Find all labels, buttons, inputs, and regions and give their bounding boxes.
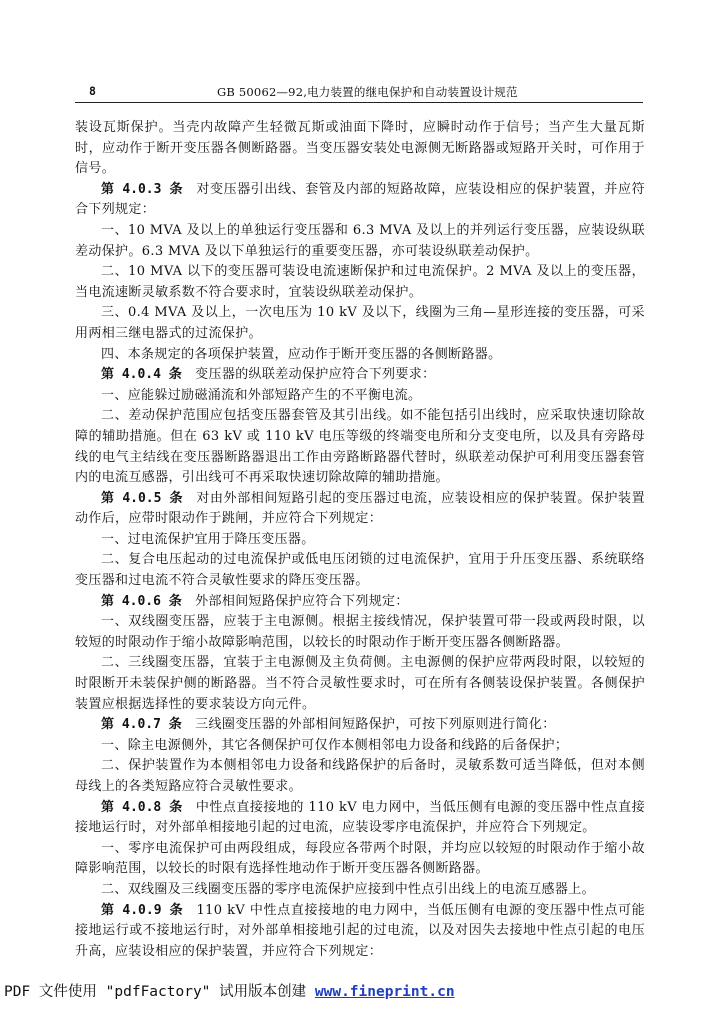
paragraph-text: 二、复合电压起动的过电流保护或低电压闭锁的过电流保护，宜用于升压变压器、系统联络变压器和过电流不符合灵敏性要求的降压变压器。	[75, 552, 645, 589]
article-paragraph	[75, 592, 645, 613]
paragraph-text: 一、双线圈变压器，应装于主电源侧。根据主接线情况，保护装置可带一段或两段时限，以较短的时限动作于缩小故障影响范围，以较长的时限动作于断开变压器各侧断路器。	[75, 614, 645, 650]
paragraph-text: 对变压器引出线、套管及内部的短路故障，应装设相应的保护装置，并应符合下列规定：	[75, 181, 645, 218]
article-number: 第 4.0.7 条	[101, 717, 182, 733]
paragraph-text: 一、应能躲过励磁涌流和外部短路产生的不平衡电流。	[101, 387, 422, 403]
paragraph-text: 四、本条规定的各项保护装置，应动作于断开变压器的各侧断路器。	[101, 346, 502, 362]
body-paragraph	[75, 880, 645, 901]
article-number: 第 4.0.3 条	[101, 181, 183, 197]
body-paragraph	[75, 550, 645, 591]
body-paragraph	[75, 839, 645, 880]
paragraph-text: 二、双线圈及三线圈变压器的零序电流保护应接到中性点引出线上的电流互感器上。	[101, 881, 595, 897]
paragraph-text: 二、差动保护范围应包括变压器套管及其引出线。如不能包括引出线时，应采取快速切除故障的辅助措施。但在 63 kV 或 110 kV 电压等级的终端变电所和分支变电所，以及具有旁路母线的电气主结线在变压器断路器退出工作由旁路断路器代替时，纵联差动保护可利用变压器套管内的电流互感器，引出线可不再采取快速切除故障的辅助措施。	[75, 408, 645, 486]
article-number: 第 4.0.9 条	[101, 902, 183, 918]
paragraph-text: 外部相间短路保护应符合下列规定：	[181, 593, 409, 609]
body-paragraph	[75, 303, 645, 344]
article-paragraph	[75, 901, 645, 963]
body-paragraph	[75, 653, 645, 715]
paragraph-text: 110 kV 中性点直接接地的电力网中，当低压侧有电源的变压器中性点可能接地运行或不接地运行时，对外部单相接地引起的过电流，以及对因失去接地中性点引起的电压升高，应装设相应的保护装置，并应符合下列规定：	[75, 902, 645, 959]
body-paragraph	[75, 345, 645, 366]
paragraph-text: 三线圈变压器的外部相间短路保护，可按下列原则进行简化：	[181, 717, 556, 733]
article-paragraph	[75, 180, 645, 221]
body-paragraph	[75, 262, 645, 303]
paragraph-text: 装设瓦斯保护。当壳内故障产生轻微瓦斯或油面下降时，应瞬时动作于信号；当产生大量瓦斯时，应动作于断开变压器各侧断路器。当变压器安装处电源侧无断路器或短路开关时，可作用于信号。	[75, 120, 645, 177]
paragraph-text: 变压器的纵联差动保护应符合下列要求：	[181, 367, 436, 383]
body-paragraph	[75, 221, 645, 262]
article-number: 第 4.0.5 条	[101, 490, 183, 506]
footer-link[interactable]: www.fineprint.cn	[314, 984, 455, 1000]
paragraph-text: 一、除主电源侧外，其它各侧保护可仅作本侧相邻电力设备和线路的后备保护；	[101, 737, 569, 753]
body-paragraph	[75, 756, 645, 797]
paragraph-text: 二、保护装置作为本侧相邻电力设备和线路保护的后备时，灵敏系数可适当降低，但对本侧母线上的各类短路应符合灵敏性要求。	[75, 758, 645, 794]
paragraph-text: 一、零序电流保护可由两段组成，每段应各带两个时限，并均应以较短的时限动作于缩小故障影响范围，以较长的时限有选择性地动作于断开变压器各侧断路器。	[75, 840, 645, 877]
article-paragraph	[75, 489, 645, 530]
paragraph-text: 一、10 MVA 及以上的单独运行变压器和 6.3 MVA 及以上的并列运行变压器，应装设纵联差动保护。6.3 MVA 及以下单独运行的重要变压器，亦可装设纵联差动保护。	[75, 222, 645, 259]
paragraph-text: 二、10 MVA 以下的变压器可装设电流速断保护和过电流保护。2 MVA 及以上的变压器，当电流速断灵敏系数不符合要求时，宜装设纵联差动保护。	[75, 264, 645, 300]
paragraph-text: 二、三线圈变压器，宜装于主电源侧及主负荷侧。主电源侧的保护应带两段时限，以较短的时限断开未装保护侧的断路器。当不符合灵敏性要求时，可在所有各侧装设保护装置。各侧保护装置应根据选择性的要求装设方向元件。	[75, 655, 645, 712]
article-number: 第 4.0.8 条	[101, 799, 183, 815]
article-paragraph	[75, 715, 645, 736]
document-body	[75, 118, 645, 962]
article-number: 第 4.0.6 条	[101, 593, 182, 609]
paragraph-text: 中性点直接接地的 110 kV 电力网中，当低压侧有电源的变压器中性点直接接地运行时，对外部单相接地引起的过电流，应装设零序电流保护，并应符合下列规定。	[75, 799, 645, 836]
body-paragraph	[75, 736, 645, 757]
body-paragraph	[75, 386, 645, 407]
body-paragraph	[75, 118, 645, 180]
article-paragraph	[75, 798, 645, 839]
page-number: 8	[89, 84, 96, 98]
body-paragraph	[75, 530, 645, 551]
page-header	[75, 82, 643, 103]
paragraph-text: 对由外部相间短路引起的变压器过电流，应装设相应的保护装置。保护装置动作后，应带时限动作于跳闸，并应符合下列规定：	[75, 490, 645, 527]
paragraph-text: 一、过电流保护宜用于降压变压器。	[101, 531, 315, 547]
article-number: 第 4.0.4 条	[101, 367, 182, 383]
footer-text: PDF 文件使用 "pdfFactory" 试用版本创建	[4, 984, 315, 1000]
pdf-footer	[0, 980, 717, 1006]
article-paragraph	[75, 365, 645, 386]
body-paragraph	[75, 612, 645, 653]
paragraph-text: 三、0.4 MVA 及以上，一次电压为 10 kV 及以下，线圈为三角—星形连接的变压器，可采用两相三继电器式的过流保护。	[75, 305, 645, 341]
running-title: GB 50062—92,电力装置的继电保护和自动装置设计规范	[217, 85, 518, 99]
body-paragraph	[75, 406, 645, 488]
